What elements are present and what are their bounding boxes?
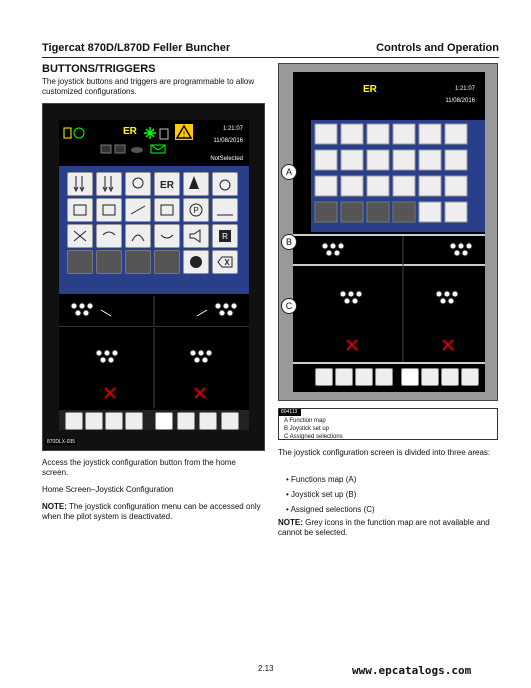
light-button[interactable] [199, 412, 217, 430]
clock-date: 11/08/2016 [445, 98, 475, 104]
lamp-icon[interactable] [125, 172, 151, 196]
joystick-config-button[interactable] [401, 368, 419, 386]
function-map [311, 120, 485, 232]
legend-item-b: B Joystick set up [284, 426, 330, 432]
clock-time: 1:21:07 [454, 86, 475, 92]
not-selected-label: NotSelected [210, 156, 243, 162]
list-item: • Joystick set up (B) [286, 490, 357, 499]
watermark-url: www.epcatalogs.com [352, 664, 472, 677]
clock-time: 1:21:07 [222, 126, 243, 132]
unavailable-function [125, 250, 151, 274]
info-button[interactable] [125, 412, 143, 430]
battery-icon [63, 126, 123, 140]
list-item: • Assigned selections (C) [286, 505, 375, 514]
menu-button[interactable] [221, 412, 239, 430]
bullet-text: Joystick set up (B) [291, 490, 357, 499]
chapter-title: Controls and Operation [376, 42, 499, 54]
fan-button[interactable] [177, 412, 195, 430]
function-map [59, 166, 249, 294]
function-button[interactable] [67, 224, 93, 248]
legend-item-c: C Assigned selections [284, 434, 343, 440]
note-label: NOTE: [278, 518, 303, 527]
list-item: • Functions map (A) [286, 475, 357, 484]
fan-button[interactable] [421, 368, 439, 386]
home-button[interactable] [65, 412, 83, 430]
document-title: Tigercat 870D/L870D Feller Buncher [42, 42, 231, 54]
er-button[interactable] [154, 172, 180, 196]
wrench-button[interactable] [105, 412, 123, 430]
svg-text:P: P [193, 206, 199, 215]
svg-text:R: R [222, 232, 228, 241]
right-screen-figure [278, 63, 498, 401]
clear-icon[interactable] [212, 250, 238, 274]
bullet-text: Functions map (A) [291, 475, 357, 484]
figure-tag: 870DLX-035 [47, 439, 76, 445]
tree-icon[interactable] [183, 172, 209, 196]
saw-blade-icon[interactable] [183, 250, 209, 274]
function-button[interactable] [212, 198, 238, 222]
secondary-status-icons [99, 142, 189, 154]
note-text: The joystick configuration menu can be accessed only when the pilot system is deactivated. [42, 502, 261, 521]
status-icons [63, 126, 123, 140]
wrench-button[interactable] [355, 368, 373, 386]
bottom-navigation [313, 366, 483, 386]
function-button[interactable] [96, 224, 122, 248]
bullet-text: Assigned selections (C) [290, 505, 375, 514]
fuel-icon [159, 126, 169, 140]
warning-icon [175, 124, 193, 140]
joystick-config-button[interactable] [155, 412, 173, 430]
er-indicator: ER [123, 126, 137, 137]
callout-c: C [281, 298, 297, 314]
right-note [278, 518, 496, 538]
horn-icon[interactable] [183, 224, 209, 248]
access-instruction: Access the joystick configuration button from the home screen. [42, 458, 236, 477]
function-button[interactable] [154, 198, 180, 222]
areas-intro: The joystick configuration screen is divided into three areas: [278, 448, 491, 457]
assigned-selections [59, 328, 249, 408]
assigned-selections [293, 264, 485, 364]
function-button[interactable] [96, 198, 122, 222]
reverse-icon[interactable] [212, 224, 238, 248]
er-indicator: ER [363, 84, 377, 95]
function-button[interactable] [96, 172, 122, 196]
svg-text:ER: ER [160, 180, 174, 191]
home-button[interactable] [315, 368, 333, 386]
menu-button[interactable] [461, 368, 479, 386]
display-screen [59, 120, 249, 430]
function-button[interactable] [125, 198, 151, 222]
machine-button[interactable] [85, 412, 103, 430]
light-button[interactable] [441, 368, 459, 386]
function-button[interactable] [154, 224, 180, 248]
unavailable-function [67, 250, 93, 274]
page-number: 2.13 [258, 664, 274, 673]
left-note [42, 502, 262, 522]
left-screen-figure [42, 103, 265, 451]
figure-tag: 804113 [281, 409, 298, 415]
clock-date: 11/08/2016 [213, 138, 243, 144]
saw-head-icon[interactable] [212, 172, 238, 196]
unavailable-function [154, 250, 180, 274]
figure-caption: Home Screen–Joystick Configuration [42, 485, 174, 494]
parking-brake-icon[interactable] [183, 198, 209, 222]
header-rule [42, 57, 499, 58]
unavailable-function [96, 250, 122, 274]
function-button[interactable] [125, 224, 151, 248]
section-title: BUTTONS/TRIGGERS [42, 63, 156, 75]
joystick-setup [293, 234, 485, 266]
svg-text:!: ! [182, 130, 186, 139]
joystick-setup [59, 296, 249, 327]
note-text: Grey icons in the function map are not available and cannot be selected. [278, 518, 490, 537]
legend-item-a: A Function map [284, 418, 326, 424]
display-screen [293, 72, 485, 392]
snowflake-icon [143, 126, 157, 140]
callout-b: B [281, 234, 297, 250]
info-button[interactable] [375, 368, 393, 386]
function-button[interactable] [67, 172, 93, 196]
bottom-navigation [59, 410, 249, 430]
section-intro: The joystick buttons and triggers are programmable to allow customized configurations. [42, 77, 255, 96]
callout-a: A [281, 164, 297, 180]
function-button[interactable] [67, 198, 93, 222]
note-label: NOTE: [42, 502, 67, 511]
machine-button[interactable] [335, 368, 353, 386]
